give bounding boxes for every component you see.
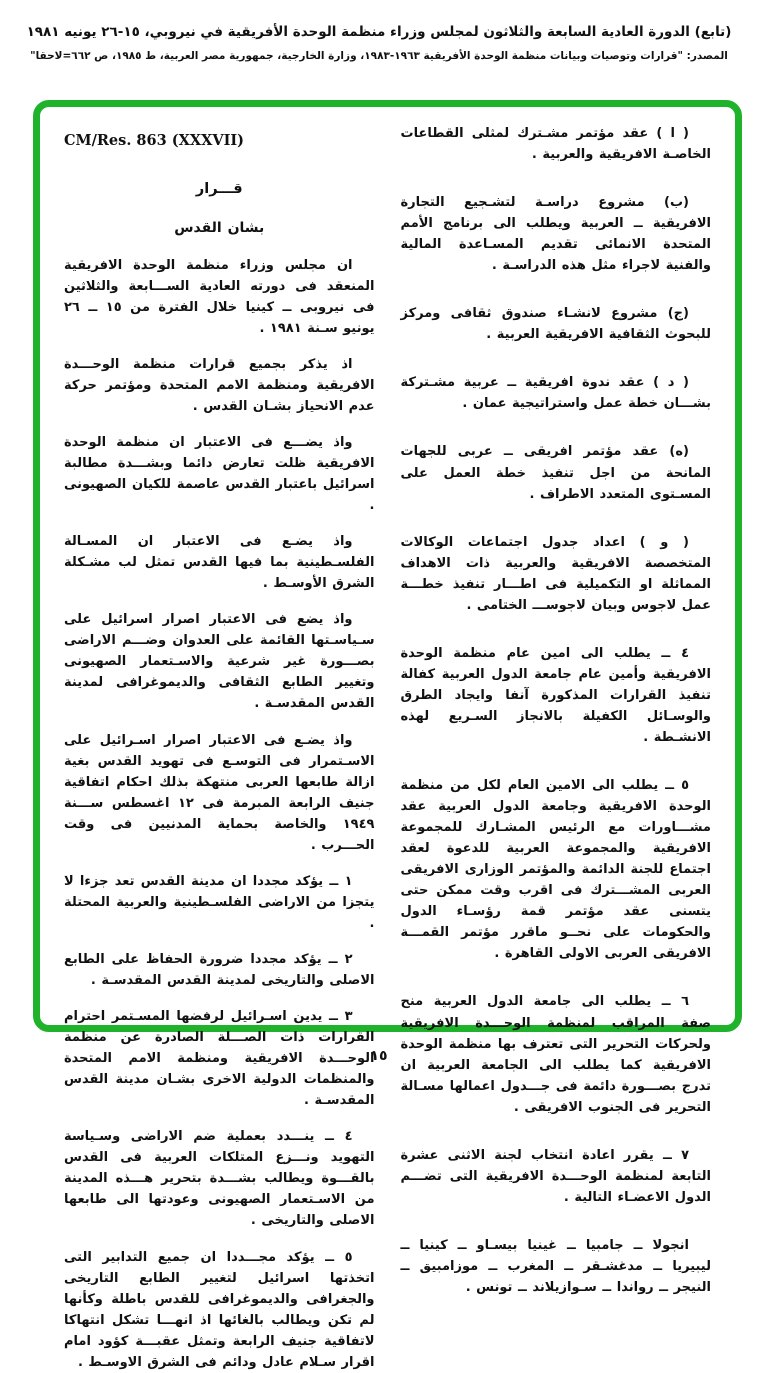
header-session-line: (تابع) الدورة العادية السابعة والثلاثون لمجلس وزراء منظمة الوحدة الأفريقية في نيروبي، ١٥-٢٦ يونيه ١٩٨١ [26,24,732,40]
paragraph-clause-1: ١ ــ يؤكد مجددا ان مدينة القدس تعد جزءا لا يتجزا من الاراضى الفلسـطينية والعربية المحتلة . [64,873,375,931]
paragraph-clause-5-left: ٥ ــ يؤكد مجـــددا ان جميع التدابير التى اتخذتها اسرائيل لتغيير الطابع التاريخى والجغرافى والديموغرافى للقدس باطلة وكأنها لم تكن ويطالب بالغائها اذ انهـــا تشكل انتهاكا لاتفاقية جنيف الرابعة وتمثل عقبـــة كؤود امام اقرار سـلام عادل ودائم فى الشرق الاوسـط . [64,1249,375,1370]
paragraph-clause-6: ٦ ــ يطلب الى جامعة الدول العربية منح صفة المراقب لمنظمة الوحـــدة الافريقية ولحركات التحرير التى تعترف بها منظمة الوحدة الافريقية كما يطلب الى الجامعة العربية ان تدرج بصـــورة دائمة فى جـــدول اعمالها مسـالة التحرير فى الجنوب الافريقى . [400,994,711,1115]
paragraph-considering-3: واذ يضع فى الاعتبار اصرار اسرائيل على سـياسـتها القائمة على العدوان وضـــم الاراضى بصـــورة غير شرعية والاسـتعمار الصهيونى وتغيير الطابع الثقافى والديموغرافى لمدينة القدس المقدسـة . [64,612,375,712]
header-source-line: المصدر: "قرارات وتوصيات وبيانات منظمة الوحدة الأفريقية ١٩٦٣-١٩٨٣، وزارة الخارجية، جمهورية مصر العربية، ط ١٩٨٥، ص ٦٦٢=لاحقا" [30,50,728,62]
document-frame [33,100,742,1370]
resolution-subtitle: بشان القدس [174,219,265,236]
paragraph-item-a: ( ا ) عقد مؤتمر مشـترك لمثلى القطاعات الخاصـة الافريقية والعربية . [400,126,711,163]
paragraph-member-states: انجولا ــ جامبيا ــ غينيا بيسـاو ــ كينيا ــ ليبيريا ــ مدغشـقر ــ المغرب ــ موزامبيق ــ النيجر ــ رواندا ــ سـوازيلاند ــ تونس . [400,1237,711,1295]
page-header [0,24,758,62]
resolution-title: قـــرار [195,181,243,198]
paragraph-item-f: ( و ) اعداد جدول اجتماعات الوكالات المتخصصة الافريقية والعربية ذات الاهداف المماثلة او التكميلية فى اطـــار تنفيذ خطـــة عمل لاجوس وبيان لاجوســـ الختامى . [400,534,711,613]
paragraph-considering-1: واذ يضـــع فى الاعتبار ان منظمة الوحدة الافريقية ظلت تعارض دائما وبشـــدة مطالبة اسرائيل باعتبار القدس عاصمة للكيان الصهيونى . [64,434,375,514]
paragraph-clause-2: ٢ ــ يؤكد مجددا ضرورة الحفاظ على الطابع الاصلى والتاريخى لمدينة القدس المقدسـة . [64,951,375,988]
column-right [400,123,712,1295]
column-left [64,123,375,1370]
paragraph-considering-2: واذ يضـع فى الاعتبار ان المسـالة الفلسـطينية بما فيها القدس تمثل لب مشـكلة الشرق الأوسـط . [64,534,375,592]
paragraph-item-d: ( د ) عقد ندوة افريقية ــ عربية مشـتركة بشـــان خطة عمل واستراتيجية عمان . [400,375,711,412]
paragraph-recalling: اذ يذكر بجميع قرارات منظمة الوحـــدة الافريقية ومنظمة الامم المتحدة ومؤتمر حركة عدم الانحياز بشـان القدس . [64,356,375,414]
paragraph-item-b: (ب) مشروع دراسـة لتشـجيع التجارة الافريقية ــ العربية ويطلب الى برنامج الأمم المتحدة الانمائى تقديم المسـاعدة المالية والفنية لاجراء مثل هذه الدراسـة . [400,195,711,274]
paragraph-item-c: (ج) مشروع لانشـاء صندوق ثقافى ومركز للبحوث الثقافية الافريقية العربية . [400,306,711,343]
two-column-layout [64,123,711,1370]
paragraph-clause-4-left: ٤ ــ ينـــدد بعملية ضم الاراضى وسـياسة التهويد ونـــزع المتلكات العربية فى القدس بالقـــوة ويطالب بشـــدة بتحرير هـــذه المدينة من الاسـتعمار الصهيونى وعودتها الى طابعها الاصلى والتاريخى . [64,1129,375,1229]
resolution-code: CM/Res. 863 (XXXVII) [64,132,245,149]
paragraph-item-e: (ه) عقد مؤتمر افريقى ــ عربى للجهات المانحة من اجل تنفيذ خطة العمل على المسـتوى المتعدد الاطراف . [400,444,711,502]
paragraph-preamble-1: ان مجلس وزراء منظمة الوحدة الافريقية المنعقد فى دورته العادية الســـابعة والثلاثين فى نيروبى ــ كينيا خلال الفترة من ١٥ ــ ٢٦ يونيو سـنة ١٩٨١ . [64,257,375,336]
page-number: ١٥ [370,1048,388,1064]
paragraph-clause-7: ٧ ــ يقرر اعادة انتخاب لجنة الاثنى عشرة التابعة لمنظمة الوحـــدة الافريقية التى تضـــم الدول الاعضـاء التالية . [400,1147,711,1205]
paragraph-clause-5: ٥ ــ يطلب الى الامين العام لكل من منظمة الوحدة الافريقية وجامعة الدول العربية عقد مشـــاورات مع الرئيس المشـارك للمجموعة الافريقية والمجموعة العربية للدعوة لعقد اجتماع للجنة الدائمة والمؤتمر الوزارى الافريقى العربى المشـــترك فى اقرب وقت ممكن حتى يتسنى عقد مؤتمر قمة رؤسـاء الدول والحكومات على نحــو ماقرر مؤتمر القمـــة الافريقى العربى الاولى القاهرة . [400,778,711,962]
paragraph-clause-4: ٤ ــ يطلب الى امين عام منظمة الوحدة الافريقية وأمين عام جامعة الدول العربية كفالة تنفيذ القرارات المذكورة آنفا وايجاد الطرق والوسـائل الكفيلة بالانجاز السـريع لهذه الانشـطة . [400,645,711,745]
paragraph-considering-4: واذ يضـع فى الاعتبار اصرار اسـرائيل على الاسـتمرار فى التوسـع فى تهويد القدس بغية ازالة طابعها العربى منتهكة بذلك احكام اتفاقية جنيف الرابعة المبرمة فى ١٢ اغسطس ســـنة ١٩٤٩ والخاصة بحماية المدنيين فى وقت الحـــرب . [64,732,375,853]
paragraph-clause-3: ٣ ــ يدين اسـرائيل لرفضها المسـتمر احترام القرارات ذات الصـــلة الصادرة عن منظمة الوحـــدة الافريقية ومنظمة الامم المتحدة والمنظمات الدولية الاخرى بشـان مدينة القدس المقدسـة . [64,1009,375,1109]
